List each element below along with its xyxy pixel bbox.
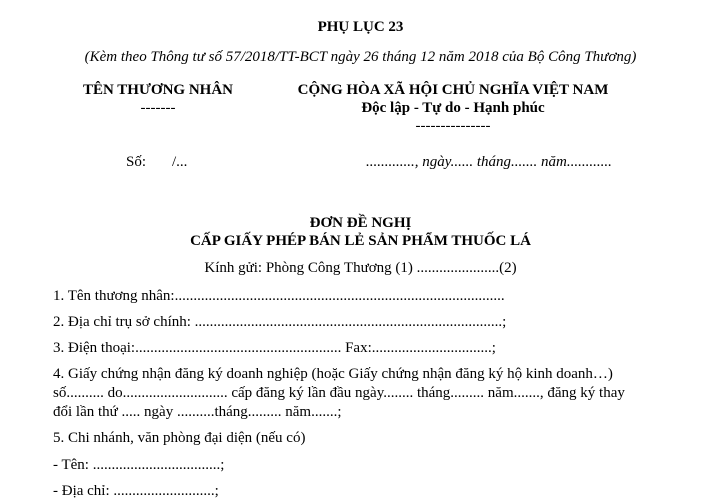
form-title-subject: CẤP GIẤY PHÉP BÁN LẺ SẢN PHẨM THUỐC LÁ — [190, 233, 531, 249]
document-number-label: Số: — [126, 154, 147, 170]
field-business-registration-amendment: đổi lần thứ ..... ngày ..........tháng......... năm.......; — [53, 404, 342, 420]
merchant-name-heading: TÊN THƯƠNG NHÂN — [82, 82, 233, 98]
motto: Độc lập - Tự do - Hạnh phúc — [361, 100, 545, 116]
merchant-dashes: ------- — [140, 100, 176, 116]
appendix-subtitle: (Kèm theo Thông tư số 57/2018/TT-BCT ngày 26 tháng 12 năm 2018 của Bộ Công Thương) — [84, 49, 637, 65]
nation-heading: CỘNG HÒA XÃ HỘI CHỦ NGHĨA VIỆT NAM — [297, 82, 609, 98]
field-phone-fax: 3. Điện thoại:....................................................... Fax:................................; — [53, 340, 496, 356]
field-merchant-name: 1. Tên thương nhân:........................................................................................ — [53, 288, 505, 304]
field-branch-name: - Tên: ..................................; — [53, 457, 225, 473]
field-branch-office: 5. Chi nhánh, văn phòng đại diện (nếu có) — [53, 430, 306, 446]
form-title: ĐƠN ĐỀ NGHỊ — [309, 215, 412, 231]
field-business-registration-details: số.......... do............................ cấp đăng ký lần đầu ngày........ tháng......... năm......., đăng ký thay — [53, 385, 625, 401]
motto-dashes: --------------- — [415, 118, 491, 134]
date-line: ............., ngày...... tháng....... năm............ — [366, 154, 612, 170]
field-business-registration: 4. Giấy chứng nhận đăng ký doanh nghiệp (hoặc Giấy chứng nhận đăng ký hộ kinh doanh…) — [53, 366, 613, 382]
field-head-office-address: 2. Địa chỉ trụ sở chính: ..................................................................................; — [53, 314, 507, 330]
document-number-value: /... — [172, 154, 188, 170]
appendix-title: PHỤ LỤC 23 — [317, 19, 404, 35]
recipient-line: Kính gửi: Phòng Công Thương (1) ......................(2) — [204, 260, 517, 276]
field-branch-address: - Địa chỉ: ...........................; — [53, 483, 219, 499]
